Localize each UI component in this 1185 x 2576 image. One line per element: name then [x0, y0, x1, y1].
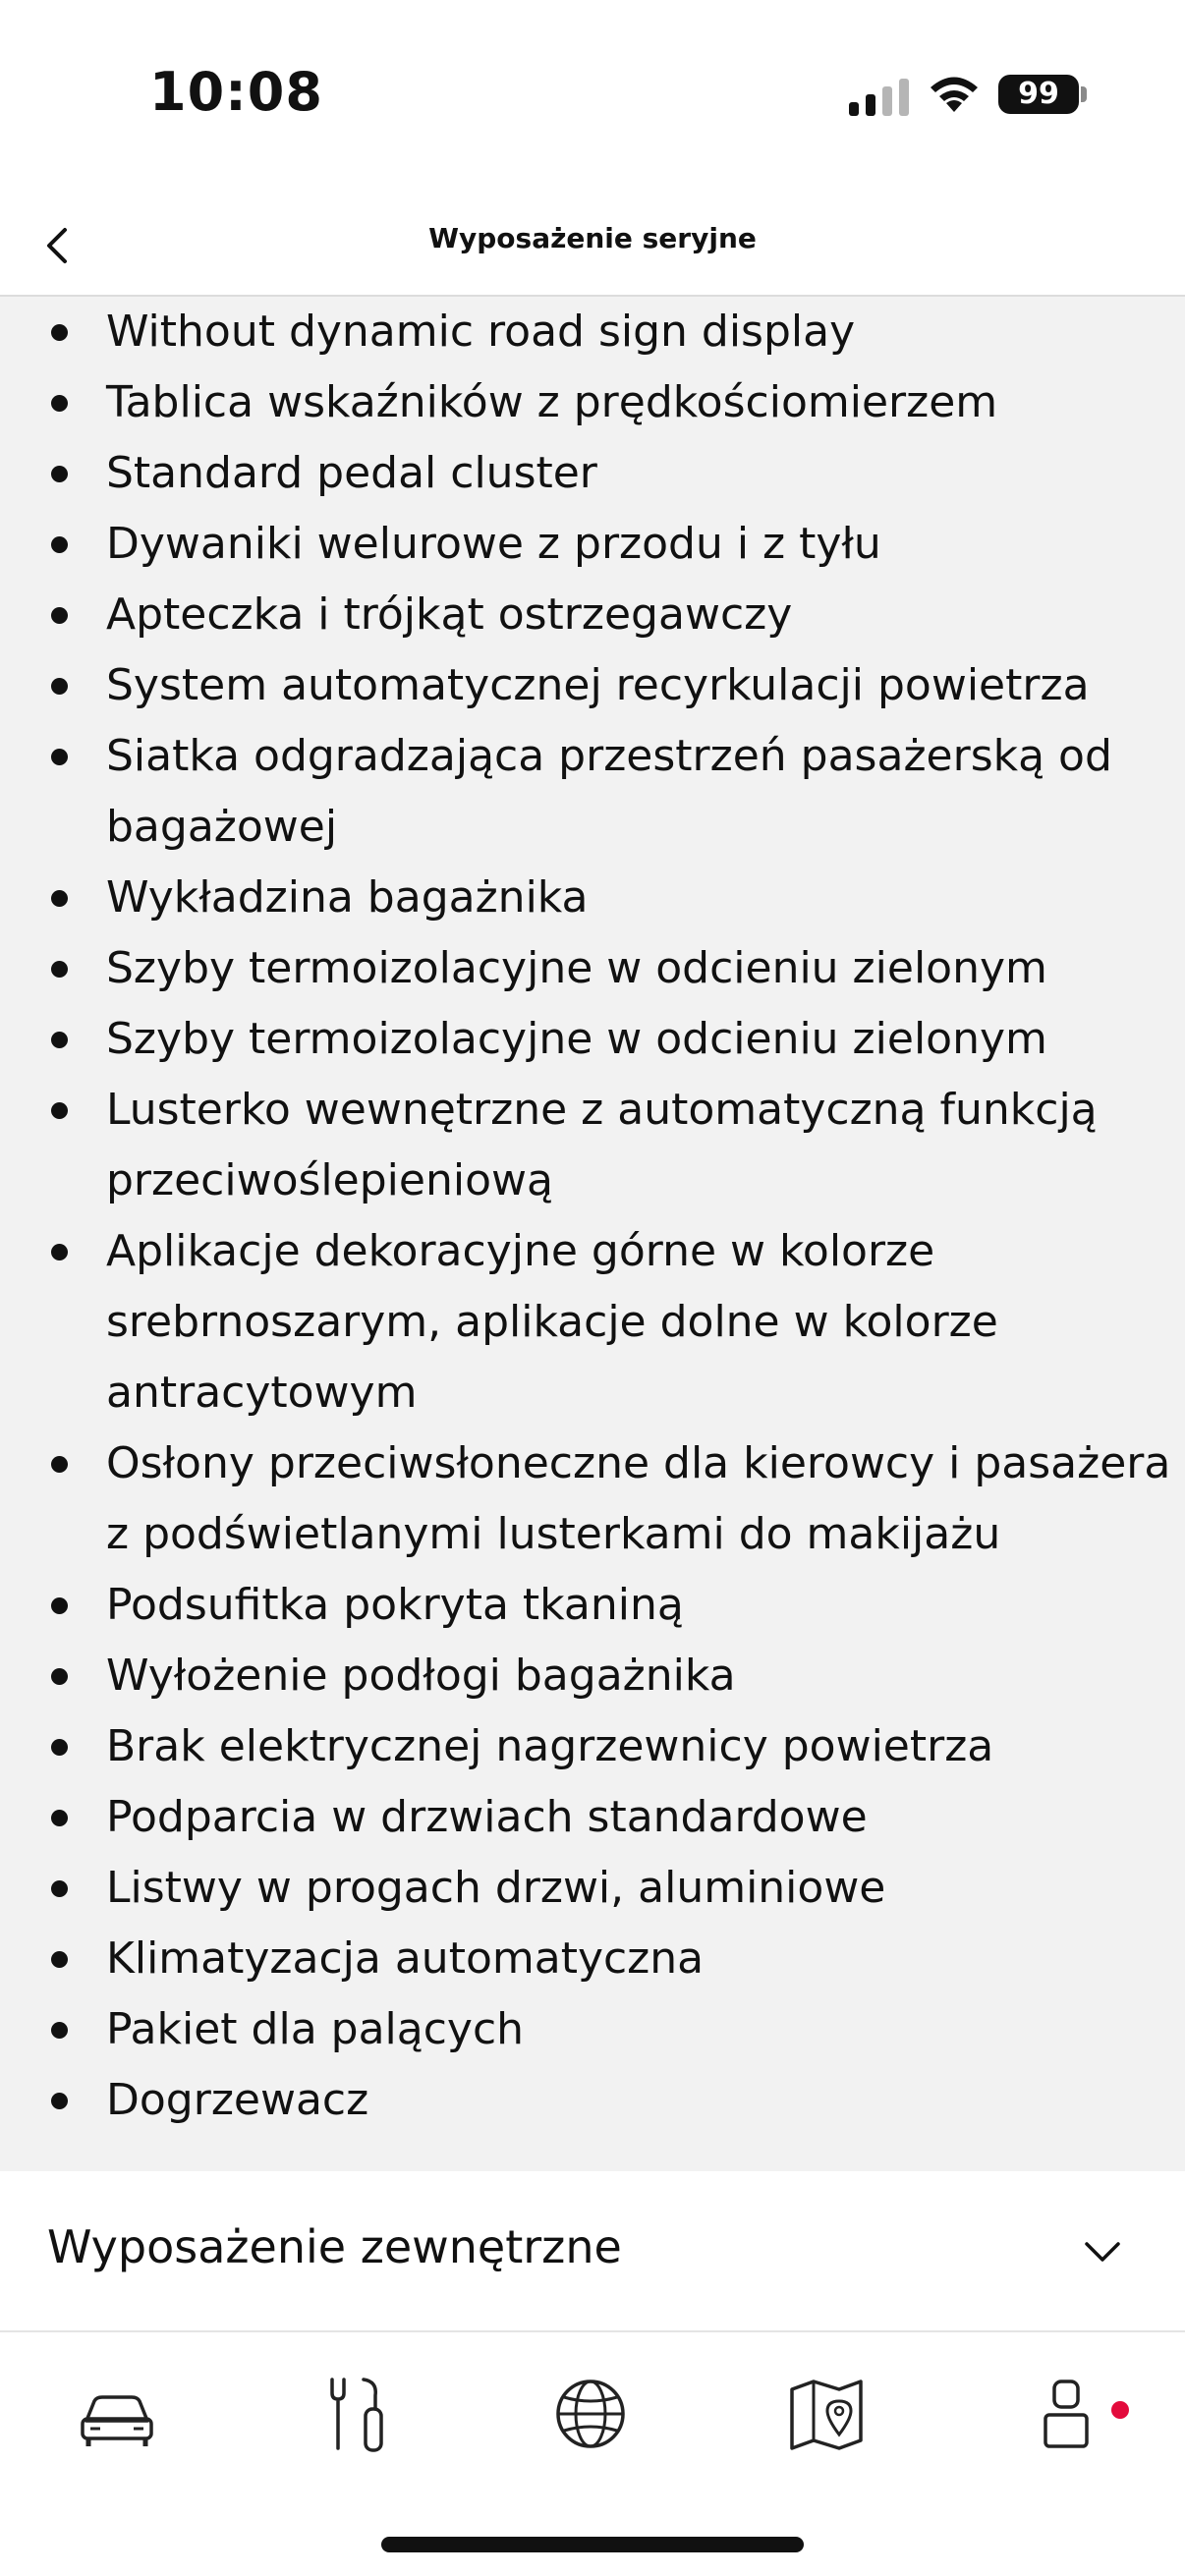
list-item: Dogrzewacz [0, 2065, 1185, 2136]
status-bar [0, 0, 1185, 196]
list-item: Brak elektrycznej nagrzewnicy powietrza [0, 1711, 1185, 1782]
list-item: Podparcia w drzwiach standardowe [0, 1782, 1185, 1853]
battery-tip [1081, 86, 1087, 102]
accordion-label: Wyposażenie zewnętrzne [47, 2220, 622, 2273]
list-item: Aplikacje dekoracyjne górne w kolorze [0, 1216, 1185, 1287]
list-item: Dywaniki welurowe z przodu i z tyłu [0, 509, 1185, 580]
accordion-exterior-equipment[interactable] [0, 2171, 1185, 2332]
notification-dot [1111, 2401, 1129, 2419]
list-item: Osłony przeciwsłoneczne dla kierowcy i pasażera [0, 1428, 1185, 1499]
list-item: Klimatyzacja automatyczna [0, 1924, 1185, 1994]
list-item: z podświetlanymi lusterkami do makijażu [106, 1509, 1001, 1559]
chevron-down-icon[interactable] [1081, 2236, 1124, 2266]
list-item: przeciwoślepieniową [106, 1155, 553, 1205]
list-item: Tablica wskaźników z prędkościomierzem [0, 367, 1185, 438]
tools-icon[interactable] [310, 2370, 399, 2458]
list-item: Apteczka i trójkąt ostrzegawczy [0, 580, 1185, 650]
list-item: Podsufitka pokryta tkaniną [0, 1570, 1185, 1641]
list-item: Wyłożenie podłogi bagażnika [0, 1641, 1185, 1711]
list-item: Listwy w progach drzwi, aluminiowe [0, 1853, 1185, 1924]
list-item: Without dynamic road sign display [0, 297, 1185, 367]
wifi-icon [928, 73, 981, 116]
nav-header [0, 196, 1185, 297]
globe-icon[interactable] [546, 2370, 635, 2458]
list-item: Szyby termoizolacyjne w odcieniu zielonym [0, 933, 1185, 1004]
map-icon[interactable] [782, 2370, 871, 2458]
list-item: Lusterko wewnętrzne z automatyczną funkcją [0, 1075, 1185, 1146]
home-indicator [381, 2537, 804, 2552]
list-item: Wykładzina bagażnika [0, 863, 1185, 933]
equipment-list-container[interactable] [0, 297, 1185, 2171]
list-item: antracytowym [106, 1368, 418, 1418]
list-item: System automatycznej recyrkulacji powietrza [0, 650, 1185, 721]
list-item: Siatka odgradzająca przestrzeń pasażerską od [0, 721, 1185, 792]
list-item: Standard pedal cluster [0, 438, 1185, 509]
list-item: Szyby termoizolacyjne w odcieniu zielonym [0, 1004, 1185, 1075]
battery-indicator: 99 [998, 75, 1079, 114]
equipment-list [0, 297, 1185, 2136]
list-item: bagażowej [106, 802, 338, 852]
page-title: Wyposażenie seryjne [428, 222, 757, 254]
signal-icon [849, 77, 910, 116]
list-item: Pakiet dla palących [0, 1994, 1185, 2065]
list-item: srebrnoszarym, aplikacje dolne w kolorze [106, 1297, 998, 1347]
car-icon[interactable] [73, 2370, 161, 2458]
profile-icon[interactable] [1022, 2370, 1110, 2458]
status-time: 10:08 [149, 61, 323, 123]
